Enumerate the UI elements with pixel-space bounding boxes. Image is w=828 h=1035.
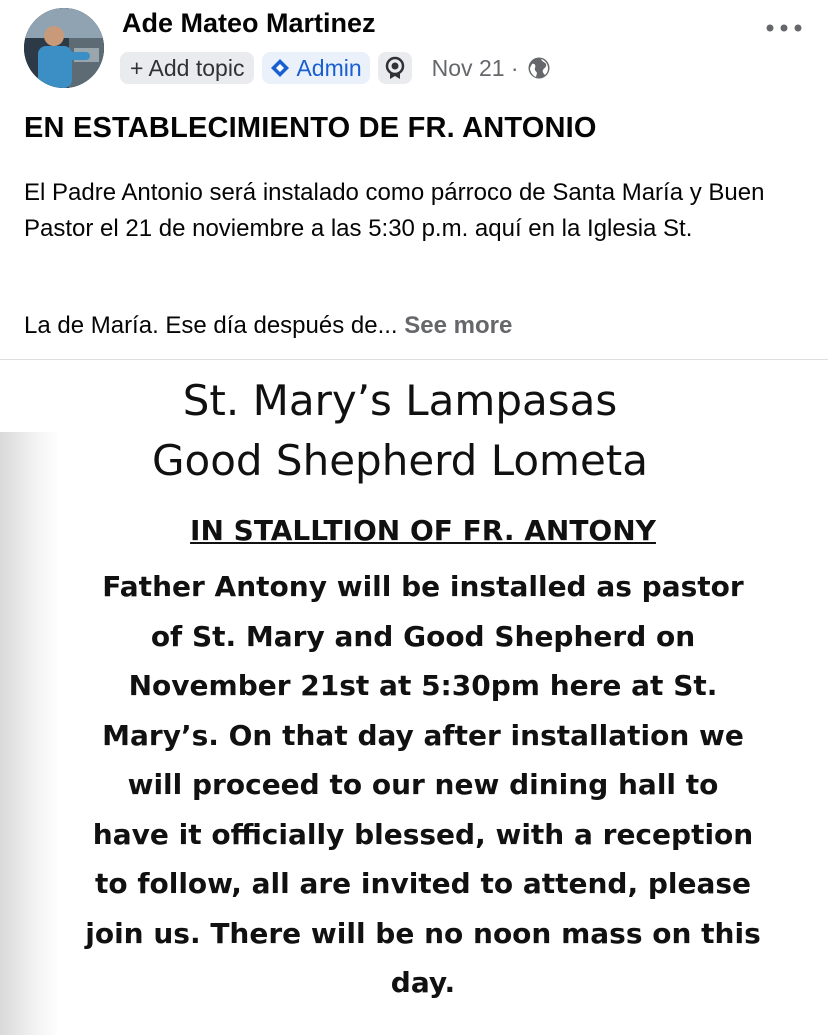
contributor-badge[interactable]: [378, 52, 412, 84]
contributor-badge-icon: [384, 56, 406, 80]
see-more-link[interactable]: See more: [404, 312, 513, 339]
globe-icon: [527, 56, 551, 80]
post-title: EN ESTABLECIMIENTO DE FR. ANTONIO: [24, 112, 597, 144]
author-name[interactable]: Ade Mateo Martinez: [122, 8, 376, 38]
diamond-icon: [270, 58, 290, 78]
admin-badge[interactable]: [262, 52, 369, 84]
photo-text-line: November 21st at 5:30pm here at St.: [128, 669, 718, 702]
photo-text-line: will proceed to our new dining hall to: [127, 768, 719, 801]
photo-text-line: join us. There will be no noon mass on this: [85, 916, 761, 950]
photo-text-line: day.: [390, 966, 456, 999]
photo-text-line: have it officially blessed, with a reception: [92, 817, 754, 851]
post-body-truncated: [24, 308, 512, 344]
post-header: [0, 0, 828, 110]
post-date[interactable]: Nov 21 ·: [431, 54, 519, 81]
add-topic-button[interactable]: + Add topic: [120, 52, 254, 84]
photo-heading: IN STALLTION OF FR. ANTONY: [190, 514, 656, 547]
post-photo[interactable]: [0, 360, 828, 1035]
post-meta: [120, 51, 551, 85]
truncated-text: La de María. Ese día después de...: [24, 312, 398, 339]
photo-announcement: [0, 562, 828, 1008]
post-body: El Padre Antonio será instalado como párroco de Santa María y Buen Pastor el 21 de noviembre a las 5:30 p.m. aquí en la Iglesia St.: [24, 179, 765, 242]
more-horizontal-icon[interactable]: [764, 18, 804, 38]
avatar[interactable]: [24, 8, 104, 88]
photo-text-line: of St. Mary and Good Shepherd on: [150, 619, 696, 653]
photo-text-line: Mary’s. On that day after installation we: [102, 718, 744, 752]
photo-text-line: to follow, all are invited to attend, please: [94, 867, 752, 900]
photo-church-line-2: Good Shepherd Lometa: [151, 436, 649, 485]
photo-church-line-1: St. Mary’s Lampasas: [182, 376, 618, 425]
photo-text-line: Father Antony will be installed as pastor: [102, 570, 744, 603]
admin-label: Admin: [296, 54, 362, 81]
